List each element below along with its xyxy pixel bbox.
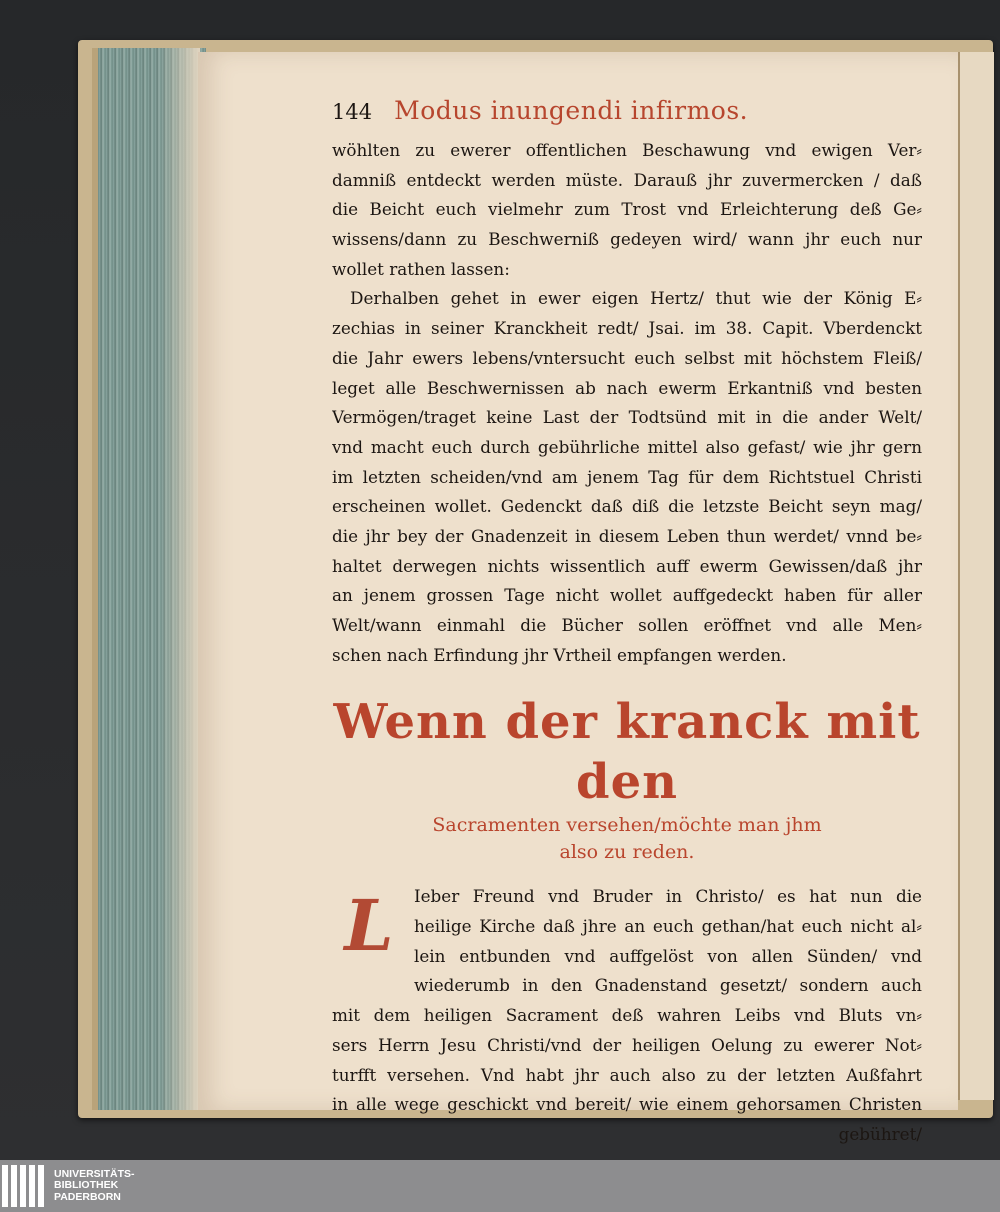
catchword — [332, 1120, 922, 1154]
text-line: wiederumb in den Gnadenstand gesetzt/ sondern auch — [414, 975, 922, 996]
text-line: an jenem grossen Tage nicht wollet auffgedeckt haben für aller — [332, 585, 922, 606]
library-logo — [0, 1164, 135, 1208]
logo-text — [54, 1169, 135, 1204]
text-line: turfft versehen. Vnd habt jhr auch also zu der letzten Außfahrt — [332, 1064, 922, 1085]
paragraph-2 — [332, 284, 922, 670]
logo-line: UNIVERSITÄTS- — [54, 1167, 135, 1180]
text-line: vnd macht euch durch gebührliche mittel also gefast/ wie jhr gern — [332, 436, 922, 457]
facing-page-edge — [958, 52, 994, 1100]
text-line: leget alle Beschwernissen ab nach ewerm Erkantniß vnd besten — [332, 377, 922, 398]
text-line: wöhlten zu ewerer offentlichen Beschawung vnd ewigen Ver⸗ — [332, 140, 922, 160]
text-line: die Jahr ewers lebens/vntersucht euch selbst mit höchstem Fleiß/ — [332, 347, 922, 368]
paragraph-1 — [332, 136, 922, 284]
heading-subtitle: also zu reden. — [559, 841, 695, 864]
text-line: zechias in seiner Kranckheit redt/ Jsai. im 38. Capit. Vberdenckt — [332, 318, 922, 339]
logo-bars-icon — [2, 1165, 44, 1207]
text-line: wollet rathen lassen: — [332, 258, 510, 279]
text-line: lein entbunden vnd auffgelöst von allen Sünden/ vnd — [414, 945, 922, 966]
running-head — [332, 96, 922, 136]
text-line: Derhalben gehet in ewer eigen Hertz/ thut wie der König E⸗ — [350, 288, 922, 309]
heading-subtitle: Sacramenten versehen/möchte man jhm — [432, 814, 822, 837]
page-number: 144 — [332, 100, 373, 124]
drop-cap-letter: L — [344, 883, 394, 967]
text-line: im letzten scheiden/vnd am jenem Tag für dem Richtstuel Christi — [332, 466, 922, 487]
heading-title: Wenn der kranck mit den — [333, 694, 921, 811]
text-line: Welt/wann einmahl die Bücher sollen eröffnet vnd alle Men⸗ — [332, 615, 922, 635]
text-line: sers Herrn Jesu Christi/vnd der heiligen Oelung zu ewerer Not⸗ — [332, 1034, 922, 1055]
text-line: die Beicht euch vielmehr zum Trost vnd Erleichterung deß Ge⸗ — [332, 199, 922, 220]
library-footer — [0, 1160, 1000, 1212]
text-line: schen nach Erfindung jhr Vrtheil empfangen werden. — [332, 644, 787, 665]
page-text — [332, 96, 922, 1154]
catchword-text: gebühret/ — [838, 1123, 922, 1144]
gutter-shadow — [160, 48, 200, 1110]
text-line: damniß entdeckt werden müste. Darauß jhr zuvermercken / daß — [332, 169, 922, 190]
paragraph-3 — [332, 882, 922, 1153]
drop-cap-initial — [332, 884, 406, 966]
drop-cap-lines — [332, 882, 922, 1001]
text-line: Vermögen/traget keine Last der Todtsünd mit in die ander Welt/ — [332, 407, 922, 428]
running-head-title: Modus inungendi infirmos. — [394, 96, 749, 125]
text-line: haltet derwegen nichts wissentlich auff ewerm Gewissen/daß jhr — [332, 555, 922, 576]
text-line: in alle wege geschickt vnd bereit/ wie einem gehorsamen Christen — [332, 1094, 922, 1115]
text-line: mit dem heiligen Sacrament deß wahren Leibs vnd Bluts vn⸗ — [332, 1005, 922, 1026]
text-line: heilige Kirche daß jhre an euch gethan/hat euch nicht al⸗ — [414, 916, 922, 937]
section-heading — [332, 692, 922, 866]
logo-line: BIBLIOTHEK — [54, 1179, 119, 1192]
logo-line: PADERBORN — [54, 1190, 121, 1203]
text-line: wissens/dann zu Beschwerniß gedeyen wird/ wann jhr euch nur — [332, 229, 922, 250]
text-line: die jhr bey der Gnadenzeit in diesem Leben thun werdet/ vnnd be⸗ — [332, 525, 922, 546]
text-line: Ieber Freund vnd Bruder in Christo/ es hat nun die — [414, 886, 922, 907]
text-line: erscheinen wollet. Gedenckt daß diß die letzste Beicht seyn mag/ — [332, 496, 922, 517]
